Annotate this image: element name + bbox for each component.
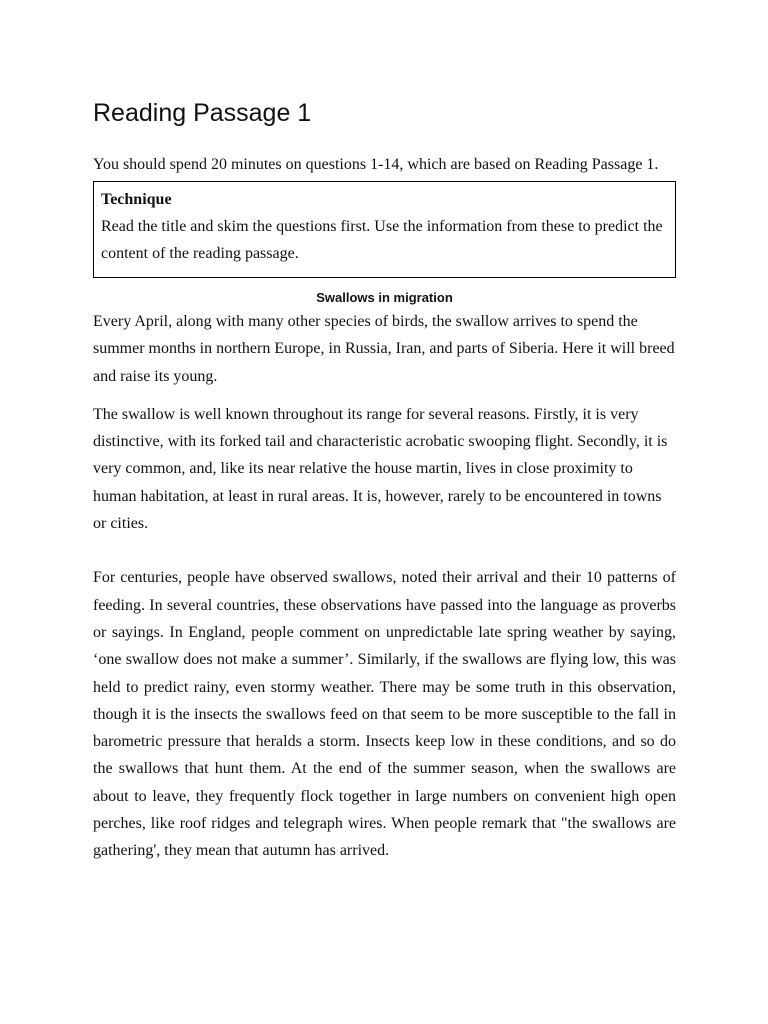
page-heading: Reading Passage 1 [93, 99, 312, 127]
document-page [93, 96, 676, 865]
technique-box [93, 181, 676, 278]
article-paragraph-2: The swallow is well known throughout its range for several reasons. Firstly, it is very distinctive, with its forked tail and characteristic acrobatic swooping flight. Secondly, it is very common, and, like its near relative the house martin, lives in close proximity to human habitation, at least in rural areas. It is, however, rarely to be encountered in towns or cities. [93, 405, 668, 533]
intro-text: You should spend 20 minutes on questions 1-14, which are based on Reading Passage 1. [93, 156, 659, 173]
article-title: Swallows in migration [316, 290, 453, 305]
article-paragraph-3: For centuries, people have observed swallows, noted their arrival and their 10 patterns of feeding. In several countries, these observations have passed into the language as proverbs or sayings. In England, people comment on unpredictable late spring weather by saying, ‘one swallow does not make a summer’. Similarly, if the swallows are flying low, this was held to predict rainy, even stormy weather. There may be some truth in this observation, though it is the insects the swallows feed on that seem to be more susceptible to the fall in barometric pressure that heralds a storm. Insects keep low in these conditions, and so do the swallows that hunt them. At the end of the summer season, when the swallows are about to leave, they frequently flock together in large numbers on convenient high open perches, like roof ridges and telegraph wires. When people remark that "the swallows are gathering', they mean that autumn has arrived. [93, 569, 676, 860]
technique-title: Technique [101, 191, 172, 208]
article-paragraph-1: Every April, along with many other species of birds, the swallow arrives to spend the summer months in northern Europe, in Russia, Iran, and parts of Siberia. Here it will breed and raise its young. [93, 313, 675, 385]
technique-text: Read the title and skim the questions first. Use the information from these to predict the content of the reading passage. [101, 218, 663, 262]
